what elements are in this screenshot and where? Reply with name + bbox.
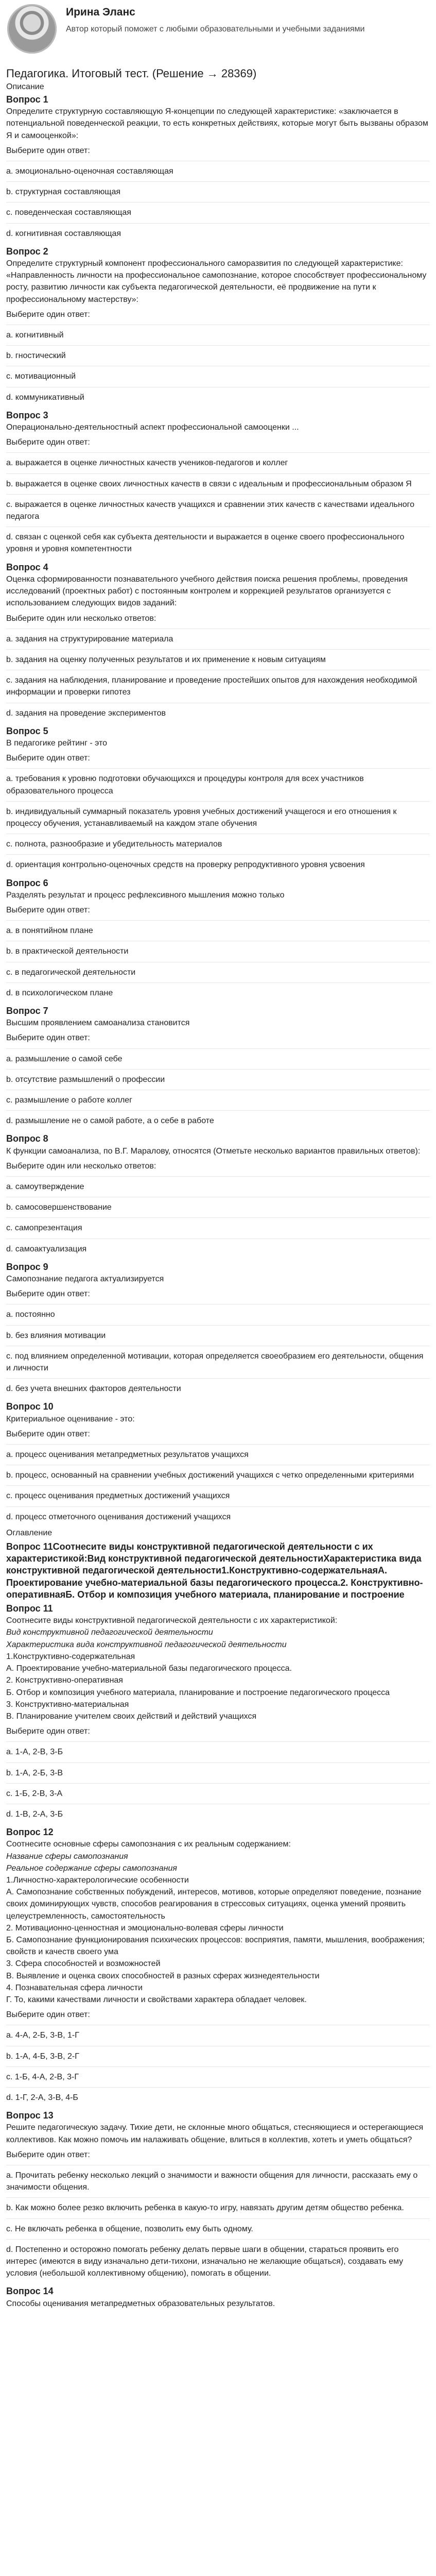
question-block [6, 562, 430, 723]
answer-option[interactable]: d. размышление не о самой работе, а о себе в работе [6, 1110, 430, 1131]
question-text: Решите педагогическую задачу. Тихие дети, не склонные много общаться, стесняющиеся и остерегающиеся коллективов. Как можно помочь им налаживать общение, влиться в коллектив, хотеть и уметь общаться? [6, 2123, 424, 2144]
answer-option[interactable]: d. задания на проведение экспериментов [6, 703, 430, 723]
answer-prompt: Выберите один ответ: [6, 1290, 90, 1299]
answer-option[interactable]: b. Как можно более резко включить ребенка в какую-то игру, навязать другим детям общество ребенка. [6, 2197, 430, 2218]
answer-option[interactable]: c. поведенческая составляющая [6, 202, 430, 223]
contents-label: Оглавление [6, 1528, 53, 1537]
answer-option[interactable]: d. ориентация контрольно-оценочных средств на проверку репродуктивного уровня усвоения [6, 854, 430, 875]
answer-option[interactable]: b. 1-А, 4-Б, 3-В, 2-Г [6, 2046, 430, 2066]
answer-option[interactable]: d. в психологическом плане [6, 982, 430, 1003]
answer-option[interactable]: c. самопрезентация [6, 1217, 430, 1238]
match-item: A. Самопознание собственных побуждений, интересов, мотивов, которые определяют поведение, познание своих доминирующих чувств, способов реагирования в стрессовых ситуациях, оценка умений проявить целеустремленность, самостоятельность [6, 1888, 422, 1921]
answer-option[interactable]: a. размышление о самой себе [6, 1048, 430, 1069]
answer-option[interactable]: b. гностический [6, 345, 430, 366]
author-name[interactable]: Ирина Эланс [66, 6, 135, 18]
question-block [6, 410, 430, 560]
answer-option[interactable]: c. 1-Б, 2-В, 3-А [6, 1783, 430, 1804]
question-text: К функции самоанализа, по В.Г. Маралову, относятся (Отметьте несколько вариантов правильных ответов): [6, 1146, 421, 1156]
answer-option[interactable]: b. задания на оценку полученных результатов и их применение к новым ситуациям [6, 649, 430, 670]
avatar[interactable] [7, 4, 57, 54]
question-heading: Вопрос 9 [6, 1261, 48, 1272]
match-item: 2. Конструктивно-оперативная [6, 1676, 123, 1685]
section-label: Описание [6, 82, 44, 91]
question-heading: Вопрос 1 [6, 94, 48, 105]
answer-option[interactable]: c. Не включать ребенка в общение, позволить ему быть одному. [6, 2218, 430, 2239]
question-text: Высшим проявлением самоанализа становится [6, 1019, 190, 1028]
question-heading: Вопрос 7 [6, 1005, 48, 1016]
match-item: 2. Мотивационно-ценностная и эмоционально-волевая сферы личности [6, 1923, 284, 1933]
match-column-label: Реальное содержание сферы самопознания [6, 1863, 177, 1873]
answer-option[interactable]: a. 1-А, 2-В, 3-Б [6, 1741, 430, 1762]
question-block [6, 2285, 430, 2309]
question-text: Самопознание педагога актуализируется [6, 1275, 164, 1284]
answer-option[interactable]: c. под влиянием определенной мотивации, которая определяется своеобразием его деятельности, общения и личности [6, 1346, 430, 1378]
question-heading: Вопрос 4 [6, 562, 48, 572]
match-column-label: Название сферы самопознания [6, 1852, 128, 1861]
question-heading: Вопрос 2 [6, 246, 48, 257]
question-block [6, 2110, 430, 2283]
question-block [6, 94, 430, 244]
answer-prompt: Выберите один или несколько ответов: [6, 1161, 156, 1171]
question-block [6, 1527, 430, 1824]
match-item: A. Проектирование учебно-материальной базы педагогического процесса. [6, 1664, 292, 1673]
question-summary: Вопрос 11Соотнесите виды конструктивной педагогической деятельности с их характеристикой:Вид конструктивной педагогической деятельностиХарактеристика вида конструктивной педагогической деятельности1.Конструктивно-содержательнаяA. Проектирование учебно-материальной базы педагогического процесса.2. Конструктивно-оперативнаяБ. Отбор и композиция учебного материала, планирование и построение [6, 1541, 423, 1600]
answer-prompt: Выберите один или несколько ответов: [6, 614, 156, 623]
question-heading: Вопрос 14 [6, 2286, 54, 2297]
answer-option[interactable]: b. индивидуальный суммарный показатель уровня учебных достижений учащегося и его отношения к процессу обучения, устанавливаемый на каждом этапе обучения [6, 801, 430, 834]
answer-option[interactable]: c. размышление о работе коллег [6, 1090, 430, 1110]
answer-prompt: Выберите один ответ: [6, 1429, 90, 1438]
match-item: 1.Конструктивно-содержательная [6, 1652, 135, 1661]
question-heading: Вопрос 5 [6, 725, 48, 736]
answer-option[interactable]: c. выражается в оценке личностных качеств учащихся и сравнении этих качеств с качествами идеального педагога [6, 494, 430, 527]
answer-option[interactable]: a. эмоционально-оценочная составляющая [6, 161, 430, 181]
match-item: 3. Сфера способностей и возможностей [6, 1959, 161, 1969]
answer-prompt: Выберите один ответ: [6, 905, 90, 914]
author-description: Автор который поможет с любыми образовательными и учебными заданиями [66, 25, 365, 33]
answer-option[interactable]: c. полнота, разнообразие и убедительность материалов [6, 834, 430, 854]
answer-option[interactable]: d. Постепенно и осторожно помогать ребенку делать первые шаги в общении, стараться проявить его интерес (имеются в виду изначально дети-тихони, изначально не желающие общаться), создавать ему условия (небольшой коллективному общению), помогать в общении. [6, 2239, 430, 2284]
match-item: 1.Личностно-характерологические особенности [6, 1875, 189, 1885]
page-title: Педагогика. Итоговый тест. (Решение → 28369) [6, 67, 257, 80]
question-block [6, 1133, 430, 1259]
answer-option[interactable]: c. процесс оценивания предметных достижений учащихся [6, 1485, 430, 1506]
match-item: 3. Конструктивно-материальная [6, 1700, 129, 1709]
answer-option[interactable]: a. выражается в оценке личностных качеств учеников-педагогов и коллег [6, 452, 430, 473]
answer-option[interactable]: a. процесс оценивания метапредметных результатов учащихся [6, 1444, 430, 1465]
answer-prompt: Выберите один ответ: [6, 754, 90, 763]
question-block [6, 1005, 430, 1131]
question-text: Критериальное оценивание - это: [6, 1414, 135, 1423]
question-text: Разделять результат и процесс рефлексивного мышления можно только [6, 890, 285, 900]
question-heading: Вопрос 8 [6, 1133, 48, 1144]
answer-option[interactable]: d. без учета внешних факторов деятельности [6, 1378, 430, 1399]
answer-option[interactable]: b. выражается в оценке своих личностных качеств в связи с идеальным и профессиональным образом Я [6, 473, 430, 494]
answer-prompt: Выберите один ответ: [6, 2150, 90, 2159]
question-block [6, 1826, 430, 2108]
question-heading: Вопрос 6 [6, 877, 48, 888]
answer-option[interactable]: b. процесс, основанный на сравнении учебных достижений учащихся с четко определенными критериями [6, 1465, 430, 1485]
question-text: Определите структурный компонент профессионального саморазвития по следующей характеристике: «Направленность личности на профессиональное самопознание, которое способствует профессиональному росту, развитию личности как субъекта педагогической деятельности, её продвижение на пути к профессиональному мастерству»: [6, 259, 427, 304]
answer-option[interactable]: a. 4-А, 2-Б, 3-В, 1-Г [6, 2025, 430, 2045]
answer-prompt: Выберите один ответ: [6, 2010, 90, 2020]
question-text: Оценка сформированности познавательного учебного действия поиска решения проблемы, проведения исследований (проектных работ) с постоянным контролем и коррекцией результатов организуется с использованием следующих видов заданий: [6, 574, 408, 608]
answer-prompt: Выберите один ответ: [6, 146, 90, 155]
answer-prompt: Выберите один ответ: [6, 1727, 90, 1736]
answer-option[interactable]: d. 1-В, 2-А, 3-Б [6, 1804, 430, 1824]
answer-prompt: Выберите один ответ: [6, 310, 90, 319]
question-heading: Вопрос 3 [6, 410, 48, 420]
match-item: B. Выявление и оценка своих способностей в разных сферах жизнедеятельности [6, 1971, 320, 1980]
question-text: В педагогике рейтинг - это [6, 738, 107, 748]
answer-option[interactable]: c. 1-Б, 4-А, 2-В, 3-Г [6, 2066, 430, 2087]
answer-option[interactable]: c. мотивационный [6, 366, 430, 386]
match-column-label: Вид конструктивной педагогической деятельности [6, 1628, 213, 1637]
match-item: Г. То, какими качествами личности и свойствами характера обладает человек. [6, 1995, 307, 2004]
answer-option[interactable]: b. в практической деятельности [6, 941, 430, 961]
question-block [6, 1261, 430, 1399]
answer-prompt: Выберите один ответ: [6, 1033, 90, 1043]
match-item: 4. Познавательная сфера личности [6, 1983, 143, 1992]
answer-option[interactable]: b. 1-А, 2-Б, 3-В [6, 1762, 430, 1783]
answer-option[interactable]: a. постоянно [6, 1304, 430, 1325]
question-text: Соотнесите виды конструктивной педагогической деятельности с их характеристикой: [6, 1616, 338, 1625]
question-text: Соотнесите основные сферы самопознания с их реальным содержанием: [6, 1840, 291, 1849]
answer-option[interactable]: d. когнитивная составляющая [6, 223, 430, 244]
question-heading: Вопрос 11 [6, 1603, 53, 1614]
match-item: Б. Отбор и композиция учебного материала, планирование и построение педагогического процесса [6, 1688, 390, 1697]
match-column-label: Характеристика вида конструктивной педагогической деятельности [6, 1640, 287, 1649]
question-block [6, 725, 430, 875]
answer-option[interactable]: b. отсутствие размышлений о профессии [6, 1069, 430, 1090]
answer-option[interactable]: a. когнитивный [6, 325, 430, 345]
question-text: Определите структурную составляющую Я-концепции по следующей характеристике: «заключается в потенциальной поведенческой реакции, то есть конкретных действиях, которые могут быть вызваны образом Я и самооценкой»: [6, 107, 428, 140]
answer-option[interactable]: d. самоактуализация [6, 1239, 430, 1259]
match-item: Б. Самопознание функционирования психических процессов: восприятия, памяти, мышления, воображения; свойств и качеств своего ума [6, 1935, 425, 1957]
question-block [6, 246, 430, 408]
question-heading: Вопрос 13 [6, 2110, 54, 2121]
question-heading: Вопрос 12 [6, 1827, 54, 1838]
answer-option[interactable]: d. коммуникативный [6, 387, 430, 408]
question-heading: Вопрос 10 [6, 1401, 54, 1412]
answer-option[interactable]: c. в педагогической деятельности [6, 962, 430, 982]
answer-option[interactable]: a. Прочитать ребенку несколько лекций о значимости и важности общения для личности, рассказать ему о значимости общения. [6, 2165, 430, 2197]
answer-option[interactable]: a. самоутверждение [6, 1176, 430, 1197]
answer-option[interactable]: b. самосовершенствование [6, 1197, 430, 1217]
answer-option[interactable]: a. задания на структурирование материала [6, 629, 430, 649]
answer-option[interactable]: d. 1-Г, 2-А, 3-В, 4-Б [6, 2087, 430, 2108]
question-block [6, 877, 430, 1003]
answer-option[interactable]: b. без влияния мотивации [6, 1325, 430, 1346]
answer-option[interactable]: c. задания на наблюдения, планирование и проведение простейших опытов для нахождения необходимой информации и проверки гипотез [6, 670, 430, 702]
answer-option[interactable]: b. структурная составляющая [6, 181, 430, 202]
question-block [6, 1401, 430, 1527]
question-text: Операционально-деятельностный аспект профессиональной самооценки ... [6, 423, 299, 432]
author-profile [6, 3, 430, 61]
answer-prompt: Выберите один ответ: [6, 438, 90, 447]
answer-option[interactable]: d. процесс отметочного оценивания достижений учащихся [6, 1506, 430, 1527]
answer-option[interactable]: a. требования к уровню подготовки обучающихся и процедуры контроля для всех участников образовательного процесса [6, 768, 430, 801]
match-item: B. Планирование учителем своих действий и действий учащихся [6, 1711, 257, 1721]
answer-option[interactable]: a. в понятийном плане [6, 920, 430, 941]
answer-option[interactable]: d. связан с оценкой себя как субъекта деятельности и выражается в оценке своего профессионального уровня и уровня компетентности [6, 527, 430, 559]
question-text: Способы оценивания метапредметных образовательных результатов. [6, 2299, 275, 2308]
